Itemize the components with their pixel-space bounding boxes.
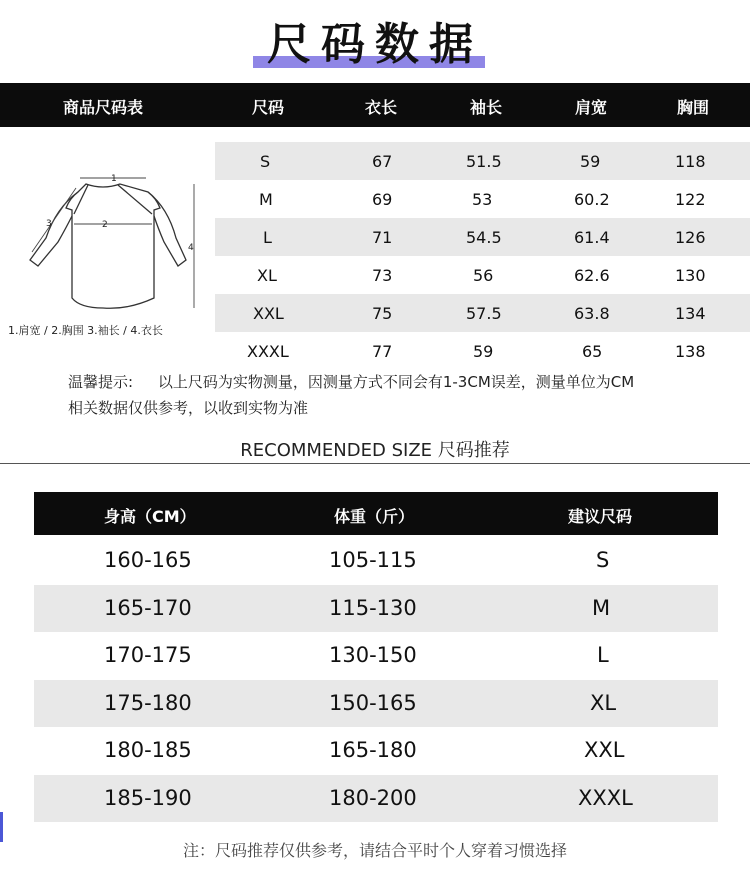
cell-shoulder: 60.2 xyxy=(574,190,610,209)
table-row xyxy=(215,142,750,180)
cell-size: XL xyxy=(590,690,617,715)
table-row xyxy=(34,585,718,633)
header-shoulder: 肩宽 xyxy=(575,98,608,117)
diagram-label-3: 3 xyxy=(46,219,52,229)
cell-shoulder: 62.6 xyxy=(574,266,610,285)
cell-chest: 126 xyxy=(675,228,706,247)
cell-length: 73 xyxy=(372,266,393,285)
table-row xyxy=(34,680,718,728)
header-weight: 体重（斤） xyxy=(334,507,415,526)
cell-size: L xyxy=(597,643,609,667)
cell-length: 75 xyxy=(372,304,393,323)
cell-chest: 138 xyxy=(675,342,706,361)
diagram-label-2: 2 xyxy=(102,220,108,230)
cell-height: 185-190 xyxy=(104,785,192,810)
cell-size: L xyxy=(263,228,272,247)
table-row xyxy=(34,775,718,823)
table-row xyxy=(215,294,750,332)
cell-size: M xyxy=(259,190,273,209)
cell-length: 69 xyxy=(372,190,393,209)
cell-height: 175-180 xyxy=(104,690,192,715)
note-line-1 xyxy=(68,371,634,392)
cell-height: 165-170 xyxy=(104,595,192,620)
recommended-table-body xyxy=(34,537,718,822)
note-label: 温馨提示: xyxy=(68,373,134,391)
cell-weight: 115-130 xyxy=(329,595,417,620)
note-text: 以上尺码为实物测量，因测量方式不同会有1-3CM误差，测量单位为CM xyxy=(157,373,635,391)
title-banner xyxy=(0,0,750,80)
size-table-body xyxy=(215,142,750,370)
divider xyxy=(0,463,750,464)
recommended-table-header xyxy=(34,492,718,535)
cell-sleeve: 57.5 xyxy=(466,304,502,323)
cell-weight: 180-200 xyxy=(329,785,417,810)
cell-weight: 130-150 xyxy=(329,643,417,667)
cell-size: XL xyxy=(257,266,277,285)
cell-size: S xyxy=(596,548,610,572)
header-length: 衣长 xyxy=(365,98,398,117)
table-row xyxy=(215,256,750,294)
cell-size: XXL xyxy=(253,304,284,323)
header-size: 尺码 xyxy=(252,98,285,117)
cell-sleeve: 51.5 xyxy=(466,152,502,171)
note-line-2: 相关数据仅供参考，以收到实物为准 xyxy=(68,399,309,417)
cell-size: M xyxy=(592,595,611,620)
cell-height: 170-175 xyxy=(104,643,192,667)
cell-size: XXXL xyxy=(247,342,289,361)
table-row xyxy=(34,727,718,775)
header-sleeve: 袖长 xyxy=(470,98,503,117)
table-row xyxy=(215,332,750,370)
cell-weight: 165-180 xyxy=(329,738,417,762)
table-row xyxy=(215,218,750,256)
header-product-size-chart: 商品尺码表 xyxy=(63,98,144,117)
cell-chest: 118 xyxy=(675,152,706,171)
cell-size: S xyxy=(260,152,271,171)
cell-length: 67 xyxy=(372,152,393,171)
cell-shoulder: 65 xyxy=(582,342,603,361)
cell-shoulder: 59 xyxy=(580,152,601,171)
cell-length: 77 xyxy=(372,342,393,361)
cell-height: 160-165 xyxy=(104,548,192,572)
table-row xyxy=(215,180,750,218)
garment-measurement-diagram xyxy=(8,168,208,338)
diagram-label-1: 1 xyxy=(111,174,117,184)
table-row xyxy=(34,632,718,680)
cell-length: 71 xyxy=(372,228,393,247)
cell-sleeve: 53 xyxy=(472,190,493,209)
cell-shoulder: 63.8 xyxy=(574,304,610,323)
header-height: 身高（CM） xyxy=(104,507,196,526)
cell-shoulder: 61.4 xyxy=(574,228,610,247)
cell-chest: 122 xyxy=(675,190,706,209)
header-chest: 胸围 xyxy=(677,98,710,117)
cell-sleeve: 56 xyxy=(473,266,494,285)
size-table-header xyxy=(0,83,750,127)
cell-size: XXL xyxy=(584,738,625,762)
diagram-legend: 1.肩宽 / 2.胸围 3.袖长 / 4.衣长 xyxy=(8,324,163,337)
page-title: 尺码数据 xyxy=(267,19,483,70)
footer-note: 注：尺码推荐仅供参考，请结合平时个人穿着习惯选择 xyxy=(182,841,567,860)
cell-chest: 134 xyxy=(675,304,706,323)
cell-weight: 150-165 xyxy=(329,690,417,715)
cell-sleeve: 54.5 xyxy=(466,228,502,247)
cell-height: 180-185 xyxy=(104,738,192,762)
cell-sleeve: 59 xyxy=(473,342,494,361)
header-recommended-size: 建议尺码 xyxy=(568,507,633,526)
recommended-title: RECOMMENDED SIZE 尺码推荐 xyxy=(240,440,510,461)
diagram-label-4: 4 xyxy=(188,243,194,253)
cell-chest: 130 xyxy=(675,266,706,285)
cell-size: XXXL xyxy=(578,785,633,810)
cell-weight: 105-115 xyxy=(329,548,417,572)
table-row xyxy=(34,537,718,585)
